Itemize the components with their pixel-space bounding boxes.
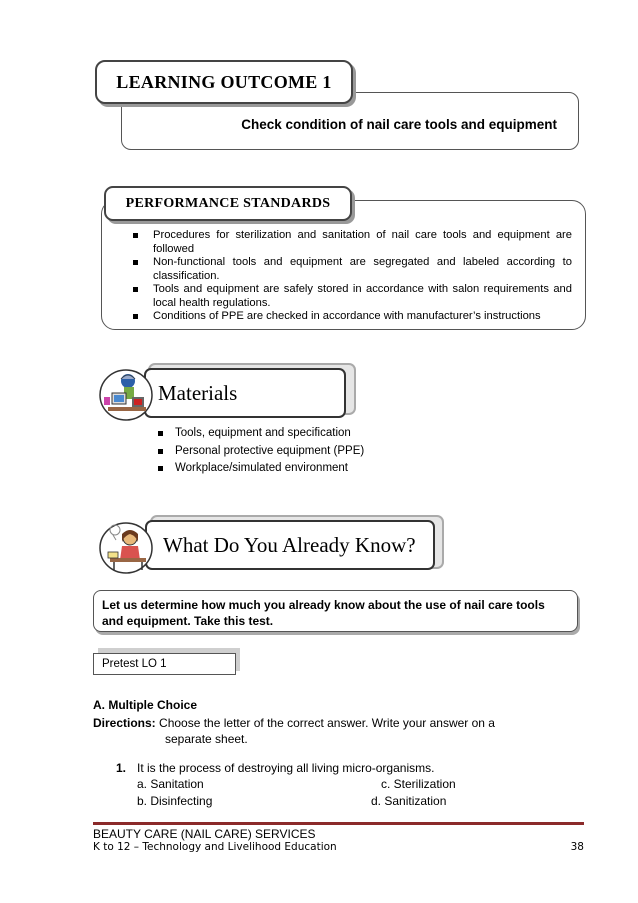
performance-standards-tab: [104, 186, 352, 221]
footer-rule: [93, 822, 584, 825]
thinking-student-icon: [98, 520, 156, 574]
learning-outcome-title: LEARNING OUTCOME 1: [116, 71, 332, 92]
learning-outcome-description: Check condition of nail care tools and equipment: [241, 117, 557, 132]
list-item: Procedures for sterilization and sanitation of nail care tools and equipment are followed: [130, 229, 572, 256]
list-item: Workplace/simulated environment: [158, 460, 364, 478]
performance-standards-title: PERFORMANCE STANDARDS: [125, 195, 331, 211]
question-number: 1.: [116, 761, 127, 775]
student-computer-icon: [98, 367, 156, 421]
directions: [93, 715, 495, 731]
list-item: Tools, equipment and specification: [158, 425, 364, 443]
list-item: Personal protective equipment (PPE): [158, 443, 364, 461]
question-text: It is the process of destroying all living micro-organisms.: [137, 761, 435, 775]
list-item: Conditions of PPE are checked in accordance with manufacturer’s instructions: [130, 310, 572, 324]
footer-course-title: BEAUTY CARE (NAIL CARE) SERVICES: [93, 827, 316, 841]
materials-header: [144, 368, 346, 418]
list-item: Tools and equipment are safely stored in accordance with salon requirements and local health regulations.: [130, 283, 572, 310]
pretest-intro-box: [93, 590, 578, 632]
directions-continued: separate sheet.: [165, 732, 248, 746]
directions-label: Directions:: [93, 716, 156, 730]
pretest-label: Pretest LO 1: [102, 658, 167, 670]
what-do-you-know-title: What Do You Already Know?: [163, 532, 416, 557]
pretest-tag: [93, 653, 236, 675]
pretest-intro-text: Let us determine how much you already know about the use of nail care tools and equipment. Take this test.: [102, 598, 545, 628]
option-a: a. Sanitation: [137, 777, 204, 791]
list-item: Non-functional tools and equipment are segregated and labeled according to classification.: [130, 256, 572, 283]
footer-program: K to 12 – Technology and Livelihood Education: [93, 841, 337, 853]
directions-text: Choose the letter of the correct answer. Write your answer on a: [159, 716, 495, 730]
materials-list: [158, 425, 364, 478]
section-heading: A. Multiple Choice: [93, 698, 198, 712]
option-b: b. Disinfecting: [137, 794, 213, 808]
option-c: c. Sterilization: [381, 777, 456, 791]
option-d: d. Sanitization: [371, 794, 447, 808]
page-number: 38: [570, 841, 584, 853]
materials-title: Materials: [158, 380, 238, 405]
learning-outcome-tab: [95, 60, 353, 104]
what-do-you-know-header: [145, 520, 435, 570]
performance-standards-list: [130, 229, 572, 324]
